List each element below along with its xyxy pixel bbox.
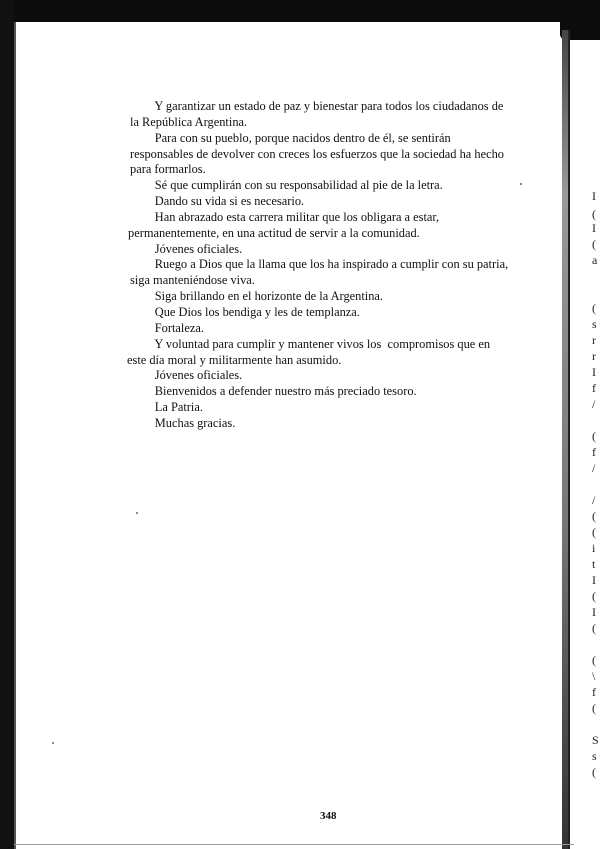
page-number: 348 — [320, 810, 337, 822]
scan-bottom-edge — [14, 844, 574, 845]
text-line: Jóvenes oficiales. — [130, 368, 243, 383]
next-page-fragment: r — [592, 333, 596, 347]
next-page-fragment: ( — [592, 701, 596, 715]
scan-top-border — [0, 0, 600, 22]
next-page-fragment: ( — [592, 653, 596, 667]
text-line: Fortaleza. — [130, 320, 204, 335]
next-page-fragment: ( — [592, 429, 596, 443]
scan-left-border — [0, 0, 14, 849]
text-line: este día moral y militarmente han asumido. — [127, 352, 342, 367]
next-page-fragment: ( — [592, 765, 596, 779]
next-page-fragment: / — [592, 461, 596, 475]
next-page-fragment: I — [592, 189, 596, 203]
text-line: siga manteniéndose viva. — [130, 273, 255, 288]
text-line: Para con su pueblo, porque nacidos dentro de él, se sentirán — [130, 130, 451, 145]
text-line: permanentemente, en una actitud de servir a la comunidad. — [128, 225, 420, 240]
next-page-fragment: ( — [592, 207, 596, 221]
text-line: Han abrazado esta carrera militar que los obligara a estar, — [130, 209, 440, 224]
speech-text — [127, 99, 550, 432]
next-page-fragment: / — [592, 397, 596, 411]
text-line: Bienvenidos a defender nuestro más preciado tesoro. — [130, 384, 417, 399]
next-page-fragment: ( — [592, 237, 596, 251]
next-page-fragment: I — [592, 573, 596, 587]
text-line: Jóvenes oficiales. — [130, 241, 243, 256]
next-page-fragment: S — [592, 733, 599, 747]
next-page-fragment: r — [592, 349, 596, 363]
text-line: Y voluntad para cumplir y mantener vivos los compromisos que en — [130, 336, 491, 351]
next-page-fragment: a — [592, 253, 598, 267]
scan-left-shadow — [14, 22, 16, 849]
text-line: Sé que cumplirán con su responsabilidad al pie de la letra. — [130, 178, 443, 193]
next-page-fragment: I — [592, 605, 596, 619]
next-page-fragment: I — [592, 365, 596, 379]
next-page-fragment: \ — [592, 669, 596, 683]
text-line: la República Argentina. — [130, 114, 248, 129]
next-page-fragment: ( — [592, 589, 596, 603]
text-line: Ruego a Dios que la llama que los ha inspirado a cumplir con su patria, — [130, 257, 509, 272]
text-line: para formarlos. — [130, 162, 206, 177]
book-spine-line — [568, 30, 570, 849]
text-line: responsables de devolver con creces los esfuerzos que la sociedad ha hecho — [130, 146, 504, 161]
scan-speck — [136, 512, 138, 514]
next-page-fragment: s — [592, 749, 597, 763]
next-page-fragment: I — [592, 221, 596, 235]
next-page-fragment: f — [592, 381, 596, 395]
text-line: Que Dios los bendiga y les de templanza. — [130, 304, 360, 319]
text-line: Siga brillando en el horizonte de la Argentina. — [130, 289, 384, 304]
text-line: Muchas gracias. — [130, 415, 236, 430]
next-page-fragment: ( — [592, 621, 596, 635]
next-page-fragment: ( — [592, 525, 596, 539]
text-line: Y garantizar un estado de paz y bienestar para todos los ciudadanos de — [130, 99, 504, 113]
next-page-fragment: f — [592, 445, 596, 459]
next-page-fragment: ( — [592, 301, 596, 315]
next-page-fragment: i — [592, 541, 596, 555]
next-page-fragment: / — [592, 493, 596, 507]
next-page-fragment: f — [592, 685, 596, 699]
text-line: La Patria. — [130, 400, 203, 415]
next-page-fragment: s — [592, 317, 597, 331]
text-line: Dando su vida si es necesario. — [130, 194, 305, 209]
scan-speck — [520, 183, 522, 185]
next-page-fragment: ( — [592, 509, 596, 523]
scan-speck — [52, 742, 54, 744]
next-page-fragment: t — [592, 557, 596, 571]
